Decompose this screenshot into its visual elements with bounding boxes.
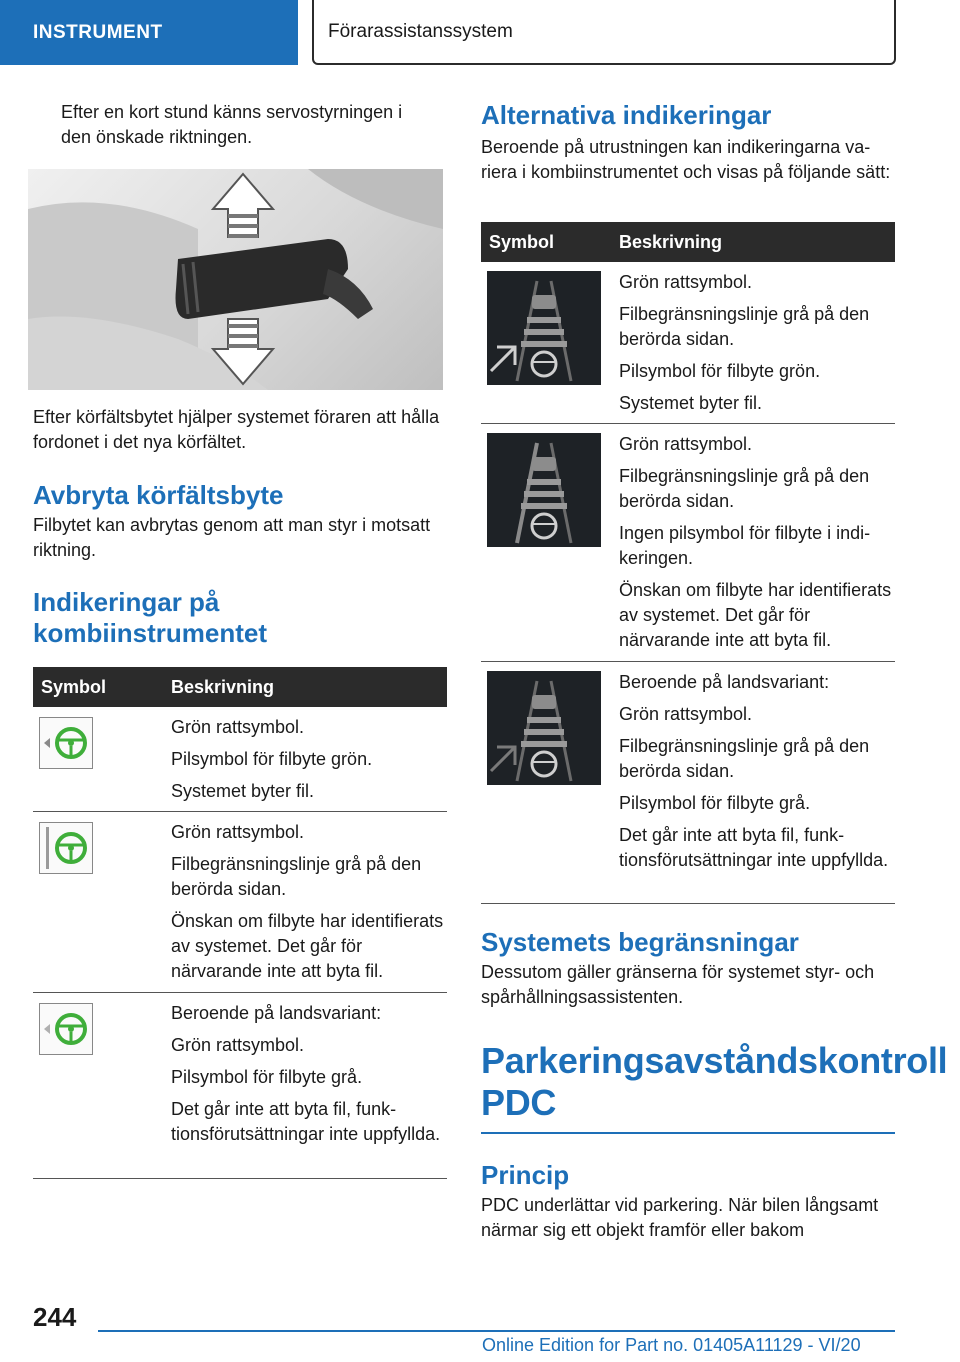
table-row bbox=[33, 812, 447, 993]
col-symbol-header: Symbol bbox=[481, 222, 619, 262]
desc-line: Beroende på landsvariant: bbox=[619, 672, 830, 692]
desc-line: Grön rattsymbol. bbox=[619, 434, 753, 454]
desc-line: Önskan om filbyte har identifierats av systemet. Det går för närvarande inte att byta fil. bbox=[171, 911, 444, 981]
steering-wheel-line-icon bbox=[39, 822, 93, 874]
left-indications-table bbox=[33, 667, 447, 1179]
desc-line: Önskan om filbyte har identifierats av systemet. Det går för närvarande inte att byta fil. bbox=[619, 580, 892, 650]
alt-paragraph: Beroende på utrustningen kan indikeringarna variera i kombiinstrumentet och visas på följande sätt: bbox=[481, 137, 891, 182]
desc-line: Filbegränsningslinje grå på den berörda sidan. bbox=[619, 304, 870, 349]
chapter-tab bbox=[312, 0, 896, 65]
desc-line: Grön rattsymbol. bbox=[619, 704, 753, 724]
desc-line: Grön rattsymbol. bbox=[171, 1035, 305, 1055]
steering-wheel-gray-arrow-icon bbox=[39, 1003, 93, 1055]
desc-line: Filbegränsningslinje grå på den berörda sidan. bbox=[619, 736, 870, 781]
table-row bbox=[33, 993, 447, 1179]
desc-line: Pilsymbol för filbyte grå. bbox=[619, 793, 811, 813]
steering-stalk-illustration bbox=[28, 169, 443, 390]
lane-change-gray-display-icon bbox=[487, 671, 601, 785]
desc-line: Det går inte att byta fil, funktionsförutsättningar inte uppfyllda. bbox=[619, 825, 889, 870]
table-row bbox=[33, 707, 447, 812]
left-table-wrapper bbox=[33, 667, 447, 1179]
table-row bbox=[481, 662, 895, 904]
desc-line: Filbegränsningslinje grå på den berörda sidan. bbox=[171, 854, 422, 899]
steering-wheel-arrow-icon bbox=[39, 717, 93, 769]
desc-line: Pilsymbol för filbyte grön. bbox=[171, 749, 373, 769]
desc-line: Det går inte att byta fil, funktionsförutsättningar inte uppfyllda. bbox=[171, 1099, 441, 1144]
desc-line: Grön rattsymbol. bbox=[619, 272, 753, 292]
table-row bbox=[481, 424, 895, 662]
page-number: 244 bbox=[33, 1302, 77, 1332]
lane-change-display-icon bbox=[487, 271, 601, 385]
principle-heading: Princip bbox=[481, 1160, 570, 1190]
intro-paragraph: Efter en kort stund känns servostyrningen i den önskade riktningen. bbox=[61, 102, 403, 147]
desc-line: Filbegränsningslinje grå på den berörda sidan. bbox=[619, 466, 870, 511]
desc-line: Grön rattsymbol. bbox=[171, 822, 305, 842]
col-description-header: Beskrivning bbox=[619, 222, 895, 262]
cancel-paragraph: Filbytet kan avbrytas genom att man styr i motsatt riktning. bbox=[33, 515, 431, 560]
desc-line: Grön rattsymbol. bbox=[171, 717, 305, 737]
footer-divider bbox=[98, 1330, 895, 1332]
after-photo-paragraph: Efter körfältsbytet hjälper systemet föraren att hålla fordonet i det nya körfältet. bbox=[33, 407, 440, 452]
section-title: INSTRUMENT bbox=[33, 21, 163, 43]
desc-line: Pilsymbol för filbyte grå. bbox=[171, 1067, 363, 1087]
col-description-header: Beskrivning bbox=[171, 667, 447, 707]
edition-link[interactable]: Online Edition for Part no. 01405A11129 - VI/20 bbox=[482, 1335, 861, 1355]
desc-line: Pilsymbol för filbyte grön. bbox=[619, 361, 821, 381]
steering-stalk-photo bbox=[28, 169, 443, 390]
chapter-title: Förarassistanssystem bbox=[328, 20, 513, 42]
right-table-wrapper bbox=[481, 222, 895, 904]
lane-line-display-icon bbox=[487, 433, 601, 547]
desc-line: Systemet byter fil. bbox=[171, 781, 315, 801]
limits-paragraph: Dessutom gäller gränserna för systemet styr- och spårhållningsassistenten. bbox=[481, 962, 875, 1007]
right-column bbox=[481, 100, 895, 185]
table-row bbox=[481, 262, 895, 424]
desc-line: Beroende på landsvariant: bbox=[171, 1003, 382, 1023]
desc-line: Systemet byter fil. bbox=[619, 393, 763, 413]
right-indications-table bbox=[481, 222, 895, 904]
pdc-heading: Parkeringsavståndskontroll PDC bbox=[481, 1040, 895, 1134]
col-symbol-header: Symbol bbox=[33, 667, 171, 707]
alt-heading: Alternativa indikeringar bbox=[481, 100, 772, 130]
principle-paragraph: PDC underlättar vid parkering. När bilen långsamt närmar sig ett objekt framför eller bakom bbox=[481, 1195, 879, 1240]
section-tab bbox=[0, 0, 298, 65]
desc-line: Ingen pilsymbol för filbyte i indikeringen. bbox=[619, 523, 871, 568]
left-column-lower bbox=[33, 405, 447, 649]
limits-heading: Systemets begränsningar bbox=[481, 927, 799, 957]
cancel-heading: Avbryta körfältsbyte bbox=[33, 480, 284, 510]
indications-heading: Indikeringar på kombiinstrumentet bbox=[33, 587, 268, 648]
left-column bbox=[33, 100, 447, 150]
right-column-lower bbox=[481, 927, 948, 1243]
